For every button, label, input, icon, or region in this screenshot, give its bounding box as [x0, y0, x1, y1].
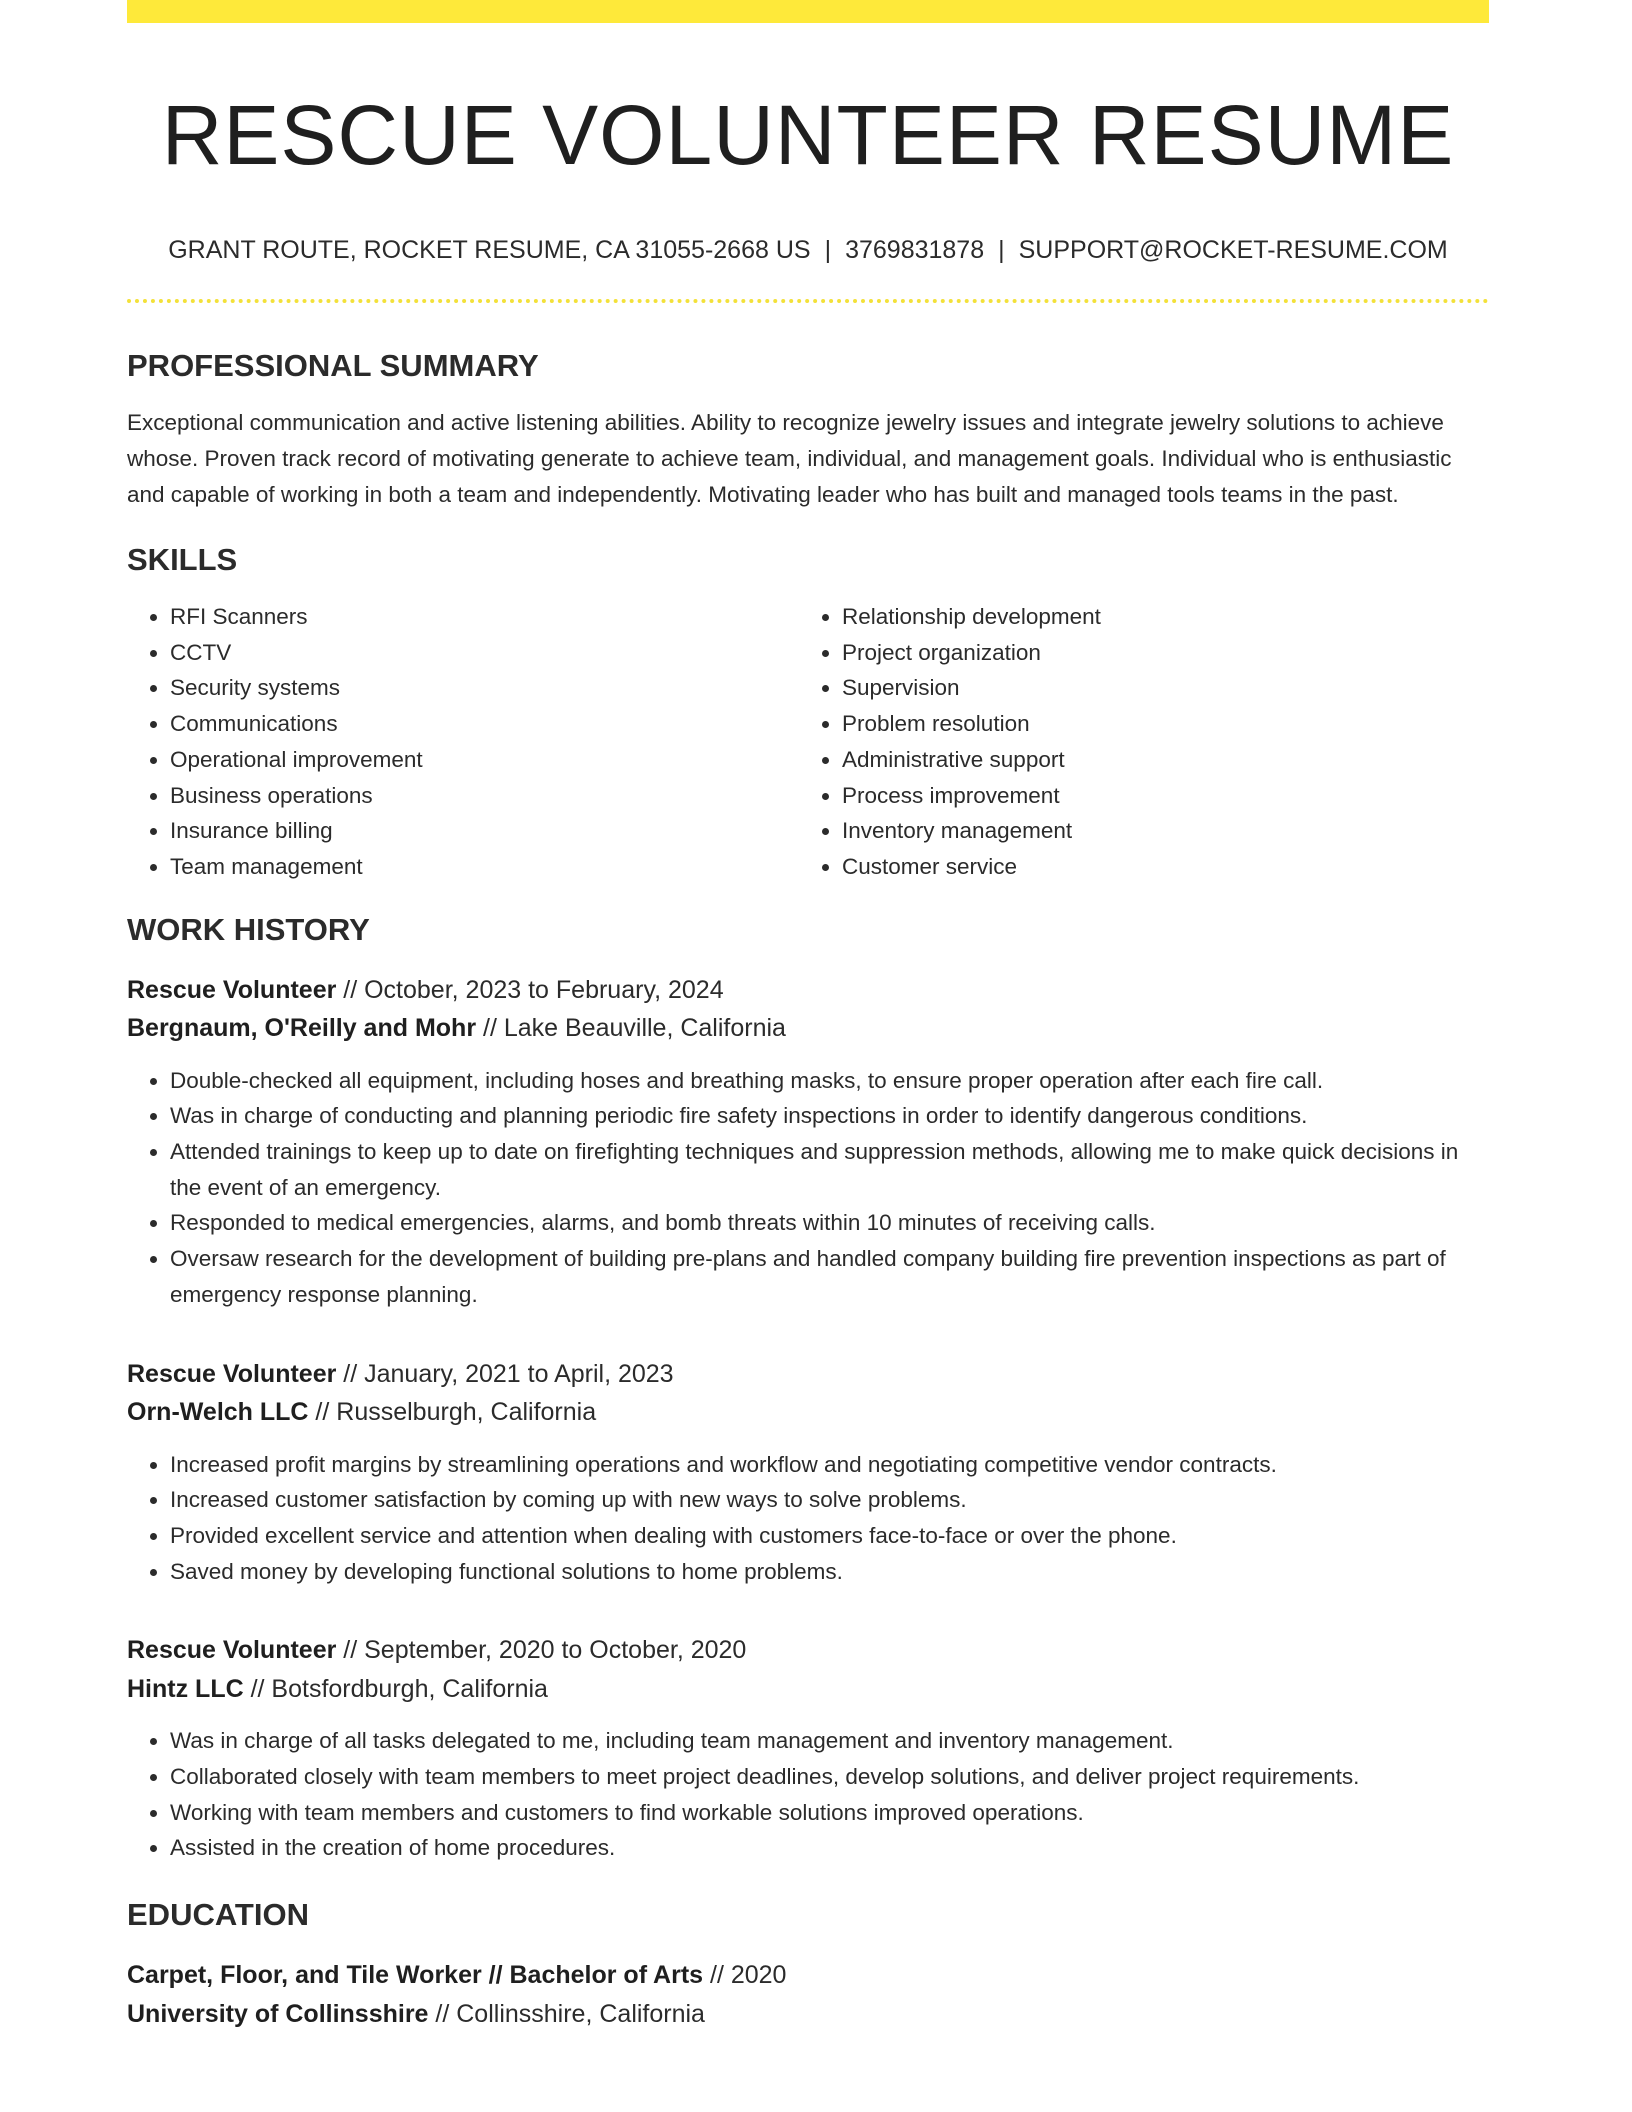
skill-item: • Security systems [170, 670, 798, 706]
job-bullet: • Assisted in the creation of home procedures. [170, 1830, 1489, 1866]
job-entry [127, 971, 1489, 1313]
job-company-line [127, 1393, 1489, 1432]
job-bullet: • Oversaw research for the development of building pre-plans and handled company building fire prevention inspections as part of emergency response planning. [170, 1241, 1489, 1312]
contact-email: SUPPORT@ROCKET-RESUME.COM [1018, 236, 1448, 264]
skill-item: • Communications [170, 706, 798, 742]
skill-item: • Supervision [842, 670, 1469, 706]
job-dates: // January, 2021 to April, 2023 [336, 1359, 674, 1388]
job-title-line [127, 1355, 1489, 1394]
job-location: // Lake Beauville, California [476, 1014, 786, 1043]
job-company: Bergnaum, O'Reilly and Mohr [127, 1014, 477, 1043]
job-company-line [127, 1670, 1489, 1709]
job-company: Hintz LLC [127, 1674, 244, 1703]
job-bullet: • Working with team members and customers to find workable solutions improved operations. [170, 1795, 1489, 1831]
contact-phone: 3769831878 [845, 236, 985, 264]
skill-item: • RFI Scanners [170, 599, 798, 635]
job-bullets [127, 1447, 1489, 1590]
skill-item: • CCTV [170, 635, 798, 671]
resume-page [127, 0, 1489, 2033]
job-company: Orn-Welch LLC [127, 1398, 309, 1427]
job-bullets [127, 1063, 1489, 1313]
job-bullet: • Increased profit margins by streamlining operations and workflow and negotiating competitive vendor contracts. [170, 1447, 1489, 1483]
skill-item: • Operational improvement [170, 742, 798, 778]
skill-item: • Problem resolution [842, 706, 1469, 742]
job-bullet: • Increased customer satisfaction by coming up with new ways to solve problems. [170, 1482, 1489, 1518]
skill-item: • Customer service [842, 849, 1469, 885]
contact-separator: | [824, 236, 832, 264]
skills-left-list [127, 599, 798, 885]
job-bullet: • Double-checked all equipment, including hoses and breathing masks, to ensure proper operation after each fire call. [170, 1063, 1489, 1099]
job-title-line [127, 1631, 1489, 1670]
skills-heading: SKILLS [127, 542, 238, 577]
job-bullet: • Collaborated closely with team members to meet project deadlines, develop solutions, and deliver project requirements. [170, 1759, 1489, 1795]
job-title: Rescue Volunteer [127, 975, 337, 1004]
education-school-line [127, 1995, 1489, 2034]
dotted-divider [127, 299, 1489, 303]
education-degree: Carpet, Floor, and Tile Worker // Bachelor of Arts [127, 1961, 704, 1990]
job-dates: // September, 2020 to October, 2020 [336, 1636, 747, 1665]
resume-title: RESCUE VOLUNTEER RESUME [161, 88, 1455, 182]
job-bullet: • Responded to medical emergencies, alarms, and bomb threats within 10 minutes of receiving calls. [170, 1205, 1489, 1241]
education-location: // Collinsshire, California [428, 1999, 705, 2028]
job-bullet: • Provided excellent service and attention when dealing with customers face-to-face or over the phone. [170, 1518, 1489, 1554]
skill-item: • Relationship development [842, 599, 1469, 635]
education-degree-line [127, 1956, 1489, 1995]
education-heading: EDUCATION [127, 1897, 309, 1933]
job-bullet: • Attended trainings to keep up to date on firefighting techniques and suppression methods, allowing me to make quick decisions in the event of an emergency. [170, 1134, 1489, 1205]
skills-right-list [798, 599, 1469, 885]
work-history-heading: WORK HISTORY [127, 911, 370, 947]
job-company-line [127, 1009, 1489, 1048]
job-location: // Botsfordburgh, California [243, 1674, 548, 1703]
job-bullets [127, 1723, 1489, 1866]
skill-item: • Project organization [842, 635, 1469, 671]
education-entry [127, 1956, 1489, 2033]
job-entry [127, 1355, 1489, 1590]
education-school: University of Collinsshire [127, 1999, 429, 2028]
contact-line [127, 235, 1489, 265]
job-bullet: • Was in charge of all tasks delegated to me, including team management and inventory management. [170, 1723, 1489, 1759]
job-title-line [127, 971, 1489, 1010]
job-bullet: • Was in charge of conducting and planning periodic fire safety inspections in order to identify dangerous conditions. [170, 1098, 1489, 1134]
job-dates: // October, 2023 to February, 2024 [336, 975, 724, 1004]
job-bullet: • Saved money by developing functional solutions to home problems. [170, 1554, 1489, 1590]
skill-item: • Administrative support [842, 742, 1469, 778]
job-title: Rescue Volunteer [127, 1359, 337, 1388]
summary-heading: PROFESSIONAL SUMMARY [127, 348, 539, 383]
job-location: // Russelburgh, California [308, 1398, 597, 1427]
skill-item: • Business operations [170, 778, 798, 814]
education-year: // 2020 [703, 1961, 787, 1990]
skill-item: • Team management [170, 849, 798, 885]
accent-bar [127, 0, 1489, 23]
contact-address: GRANT ROUTE, ROCKET RESUME, CA 31055-2668 US [168, 236, 811, 264]
skill-item: • Inventory management [842, 813, 1469, 849]
summary-text: Exceptional communication and active listening abilities. Ability to recognize jewelry issues and integrate jewelry solutions to achieve whose. Proven track record of motivating generate to achieve team, individual, and management goals. Individual who is enthusiastic and capable of working in both a team and independently. Motivating leader who has built and managed tools teams in the past. [127, 410, 1452, 507]
skill-item: • Process improvement [842, 778, 1469, 814]
skill-item: • Insurance billing [170, 813, 798, 849]
skills-columns [127, 599, 1489, 885]
contact-separator: | [998, 236, 1005, 264]
job-entry [127, 1631, 1489, 1866]
job-title: Rescue Volunteer [127, 1636, 337, 1665]
